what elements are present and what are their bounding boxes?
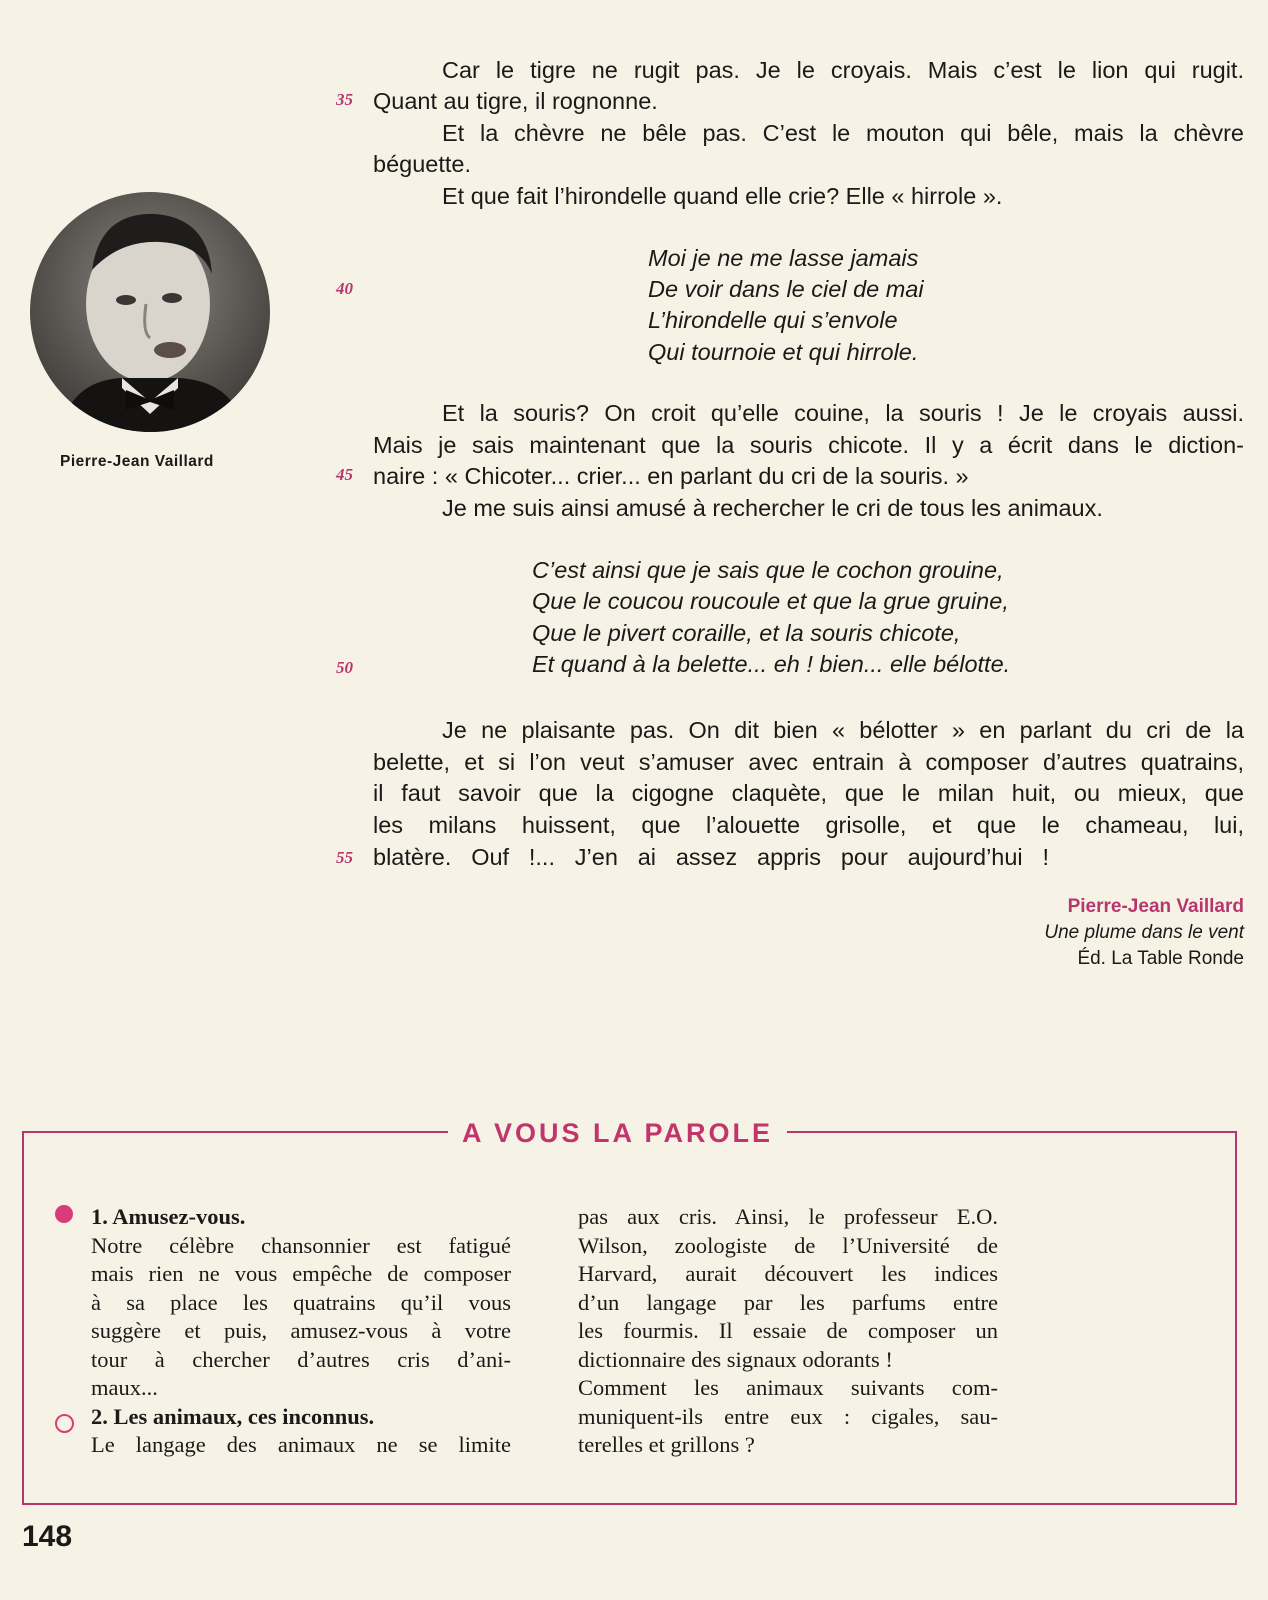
prose-line: belette, et si l’on veut s’amuser avec entrain à composer d’autres quatrains, bbox=[373, 749, 1244, 775]
prose-line: Et que fait l’hirondelle quand elle crie? Elle « hirrole ». bbox=[442, 183, 1003, 209]
question-2-line: Le langage des animaux ne se limite bbox=[91, 1432, 511, 1457]
question-1-line: tour à chercher d’autres cris d’ani- bbox=[91, 1346, 511, 1372]
prose-line: Je me suis ainsi amusé à rechercher le cri de tous les animaux. bbox=[442, 495, 1103, 521]
prose-line: naire : « Chicoter... crier... en parlant du cri de la souris. » bbox=[373, 463, 969, 489]
author-portrait bbox=[30, 192, 270, 432]
attribution-work: Une plume dans le vent bbox=[1044, 922, 1244, 943]
prose-line: les milans huissent, que l’alouette grisolle, et que le chameau, lui, bbox=[373, 812, 1244, 838]
verse-line: L’hirondelle qui s’envole bbox=[648, 307, 898, 333]
line-number: 55 bbox=[336, 848, 353, 867]
attribution-author: Pierre-Jean Vaillard bbox=[1067, 896, 1244, 917]
prose-line: blatère. Ouf !... J’en ai assez appris pour aujourd’hui ! bbox=[373, 844, 1049, 870]
activity-left-column bbox=[91, 1203, 511, 1460]
question-2-line: pas aux cris. Ainsi, le professeur E.O. bbox=[578, 1204, 998, 1229]
bullet-empty-icon bbox=[55, 1414, 74, 1433]
line-number: 35 bbox=[336, 90, 353, 109]
question-2-heading: 2. Les animaux, ces inconnus. bbox=[91, 1403, 375, 1429]
portrait-caption: Pierre-Jean Vaillard bbox=[60, 453, 214, 470]
verse-line: C’est ainsi que je sais que le cochon grouine, bbox=[532, 557, 1004, 583]
question-1-line: à sa place les quatrains qu’il vous bbox=[91, 1289, 511, 1315]
verse-line: Moi je ne me lasse jamais bbox=[648, 245, 919, 271]
question-1-line: maux... bbox=[91, 1375, 158, 1400]
question-2-line: d’un langage par les parfums entre bbox=[578, 1289, 998, 1315]
verse-line: Que le pivert coraille, et la souris chicote, bbox=[532, 620, 961, 646]
line-number: 45 bbox=[336, 465, 353, 484]
question-1-line: suggère et puis, amusez-vous à votre bbox=[91, 1318, 511, 1343]
prose-line: Mais je sais maintenant que la souris chicote. Il y a écrit dans le diction- bbox=[373, 432, 1244, 458]
prose-line: Je ne plaisante pas. On dit bien « bélotter » en parlant du cri de la bbox=[442, 717, 1244, 743]
verse-line: De voir dans le ciel de mai bbox=[648, 276, 924, 302]
question-2-line: les fourmis. Il essaie de composer un bbox=[578, 1318, 998, 1343]
verse-line: Que le coucou roucoule et que la grue gruine, bbox=[532, 588, 1009, 614]
prose-line: il faut savoir que la cigogne claquète, que le milan huit, ou mieux, que bbox=[373, 780, 1244, 806]
question-2-line: dictionnaire des signaux odorants ! bbox=[578, 1346, 893, 1372]
question-2-line: terelles et grillons ? bbox=[578, 1432, 755, 1457]
prose-line: béguette. bbox=[373, 151, 472, 177]
prose-line: Et la souris? On croit qu’elle couine, la souris ! Je le croyais aussi. bbox=[442, 400, 1244, 426]
question-2-line: Comment les animaux suivants com- bbox=[578, 1375, 998, 1400]
question-1-line: mais rien ne vous empêche de composer bbox=[91, 1261, 511, 1286]
line-number: 50 bbox=[336, 658, 353, 677]
page-number: 148 bbox=[22, 1520, 73, 1553]
line-number: 40 bbox=[336, 279, 353, 298]
activity-right-column bbox=[578, 1203, 998, 1460]
prose-line: Et la chèvre ne bêle pas. C’est le mouton qui bêle, mais la chèvre bbox=[442, 120, 1244, 146]
question-2-line: Harvard, aurait découvert les indices bbox=[578, 1261, 998, 1286]
question-1-line: Notre célèbre chansonnier est fatigué bbox=[91, 1232, 511, 1258]
activity-title: A VOUS LA PAROLE bbox=[448, 1118, 787, 1148]
question-1-heading: 1. Amusez-vous. bbox=[91, 1204, 246, 1229]
verse-line: Qui tournoie et qui hirrole. bbox=[648, 339, 919, 365]
attribution-publisher: Éd. La Table Ronde bbox=[1077, 948, 1244, 969]
portrait-photo bbox=[30, 192, 270, 432]
question-2-line: muniquent-ils entre eux : cigales, sau- bbox=[578, 1403, 998, 1429]
prose-line: Car le tigre ne rugit pas. Je le croyais. Mais c’est le lion qui rugit. bbox=[442, 57, 1244, 83]
prose-line: Quant au tigre, il rognonne. bbox=[373, 88, 658, 114]
question-2-line: Wilson, zoologiste de l’Université de bbox=[578, 1232, 998, 1258]
verse-line: Et quand à la belette... eh ! bien... elle bélotte. bbox=[532, 651, 1011, 677]
bullet-filled-icon bbox=[55, 1205, 73, 1223]
